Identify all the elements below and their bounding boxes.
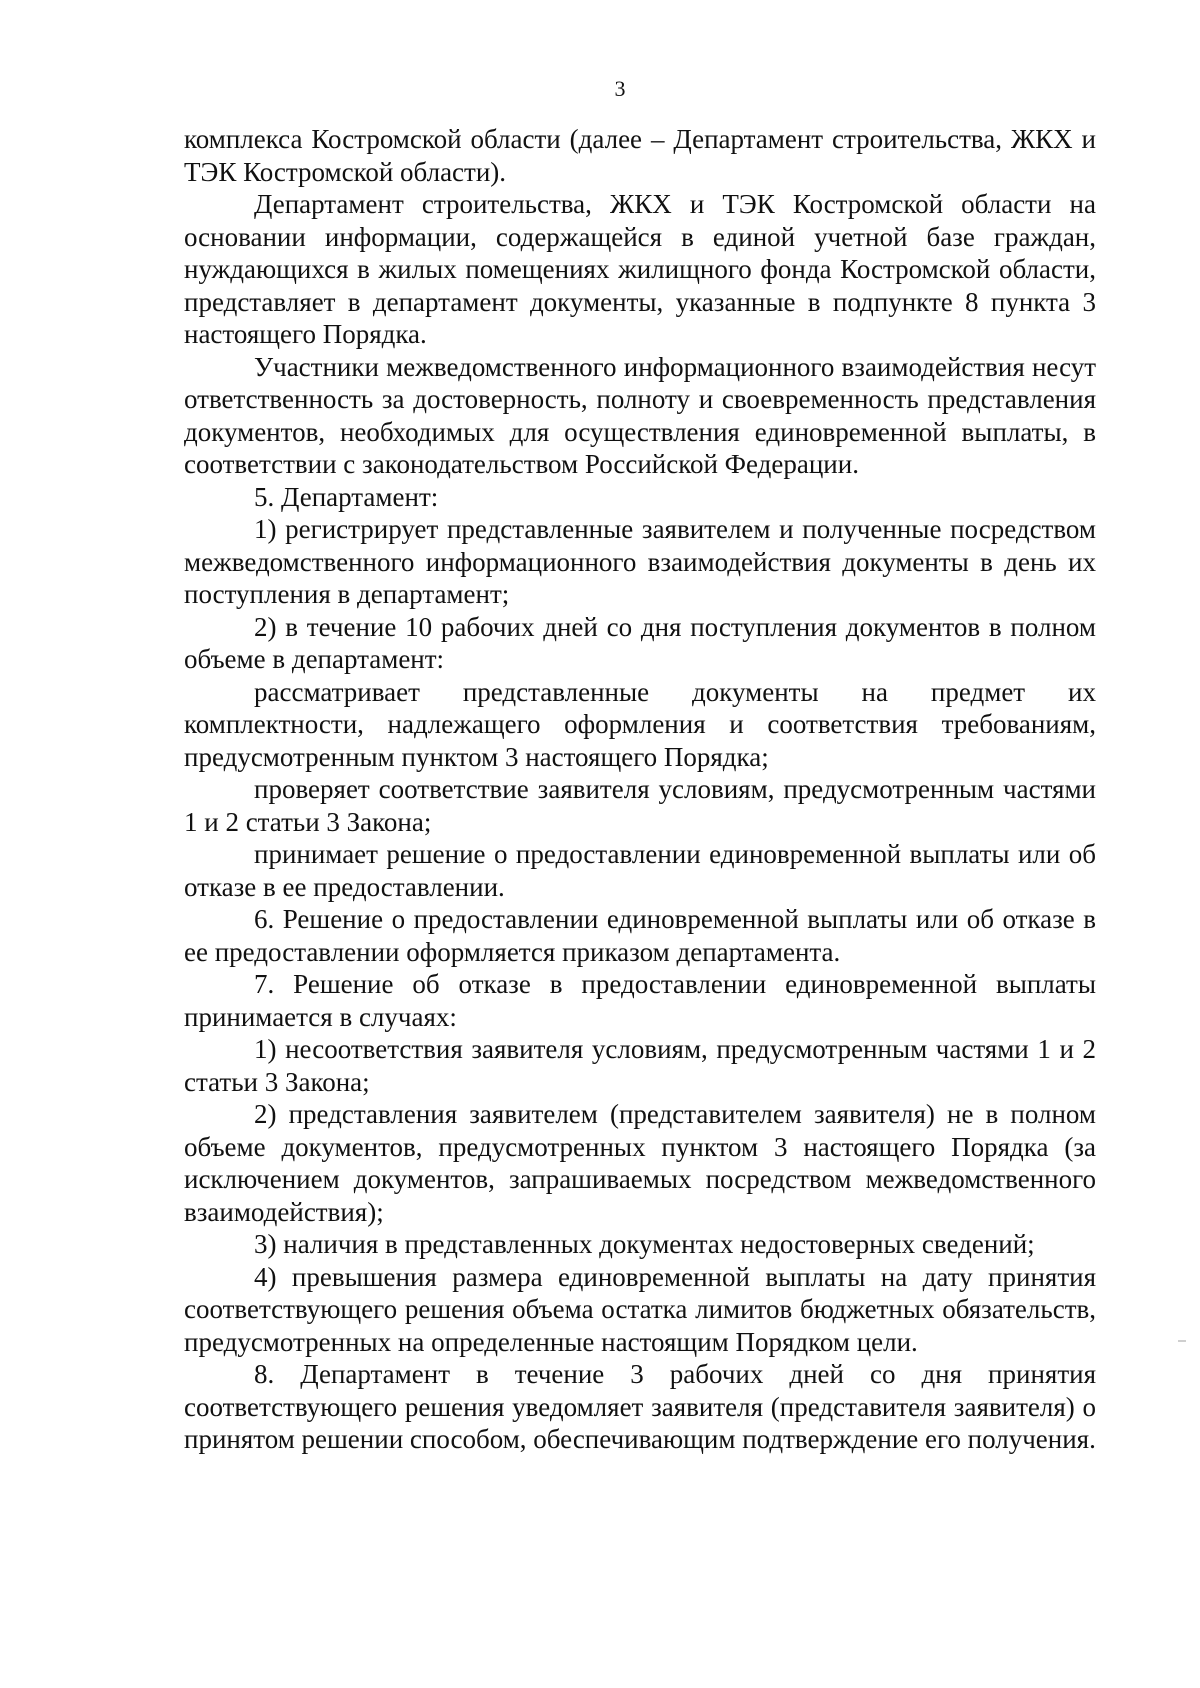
paragraph-participants-responsibility: Участники межведомственного информационного взаимодействия несут ответственность за достоверность, полноту и своевременность представления документов, необходимых для осуществления единовременной выплаты, в соответствии с законодательством Российской Федерации. xyxy=(184,351,1096,479)
paragraph-reviews-documents: рассматривает представленные документы на предмет их комплектности, надлежащего оформления и соответствия требованиям, предусмотренным пунктом 3 настоящего Порядка; xyxy=(184,676,1096,772)
document-body xyxy=(184,123,1096,1456)
page-number: 3 xyxy=(614,76,626,101)
paragraph-item-6: 6. Решение о предоставлении единовременной выплаты или об отказе в ее предоставлении оформляется приказом департамента. xyxy=(184,904,1096,967)
paragraph-item-7-1: 1) несоответствия заявителя условиям, предусмотренным частями 1 и 2 статьи 3 Закона; xyxy=(184,1034,1096,1097)
paragraph-item-8: 8. Департамент в течение 3 рабочих дней со дня принятия соответствующего решения уведомляет заявителя (представителя заявителя) о принятом решении способом, обеспечивающим подтверждение его получения. xyxy=(184,1359,1096,1454)
paragraph-item-5-2: 2) в течение 10 рабочих дней со дня поступления документов в полном объеме в департамент: xyxy=(184,611,1096,674)
paragraph-item-7-3: 3) наличия в представленных документах недостоверных сведений; xyxy=(254,1229,1035,1259)
paragraph-checks-compliance: проверяет соответствие заявителя условиям, предусмотренным частями 1 и 2 статьи 3 Закона; xyxy=(184,774,1096,837)
paragraph-item-7-4: 4) превышения размера единовременной выплаты на дату принятия соответствующего решения объема остатка лимитов бюджетных обязательств, предусмотренных на определенные настоящим Порядком цели. xyxy=(184,1261,1096,1357)
paragraph-item-5-1: 1) регистрирует представленные заявителем и полученные посредством межведомственного информационного взаимодействия документы в день их поступления в департамент; xyxy=(184,514,1096,609)
paragraph-item-5: 5. Департамент: xyxy=(254,481,439,512)
paragraph-makes-decision: принимает решение о предоставлении единовременной выплаты или об отказе в ее предоставлении. xyxy=(184,839,1096,902)
paragraph-item-7-2: 2) представления заявителем (представителем заявителя) не в полном объеме документов, предусмотренных пунктом 3 настоящего Порядка (за исключением документов, запрашиваемых посредством межведомственного взаимодействия); xyxy=(184,1099,1096,1227)
paragraph-item-7: 7. Решение об отказе в предоставлении единовременной выплаты принимается в случаях: xyxy=(184,969,1096,1032)
scan-artifact xyxy=(1178,1340,1186,1342)
paragraph-department-documents: Департамент строительства, ЖКХ и ТЭК Костромской области на основании информации, содержащейся в единой учетной базе граждан, нуждающихся в жилых помещениях жилищного фонда Костромской области, представляет в департамент документы, указанные в подпункте 8 пункта 3 настоящего Порядка. xyxy=(184,189,1096,349)
paragraph-department-definition: комплекса Костромской области (далее – Департамент строительства, ЖКХ и ТЭК Костромской области). xyxy=(184,124,1096,187)
